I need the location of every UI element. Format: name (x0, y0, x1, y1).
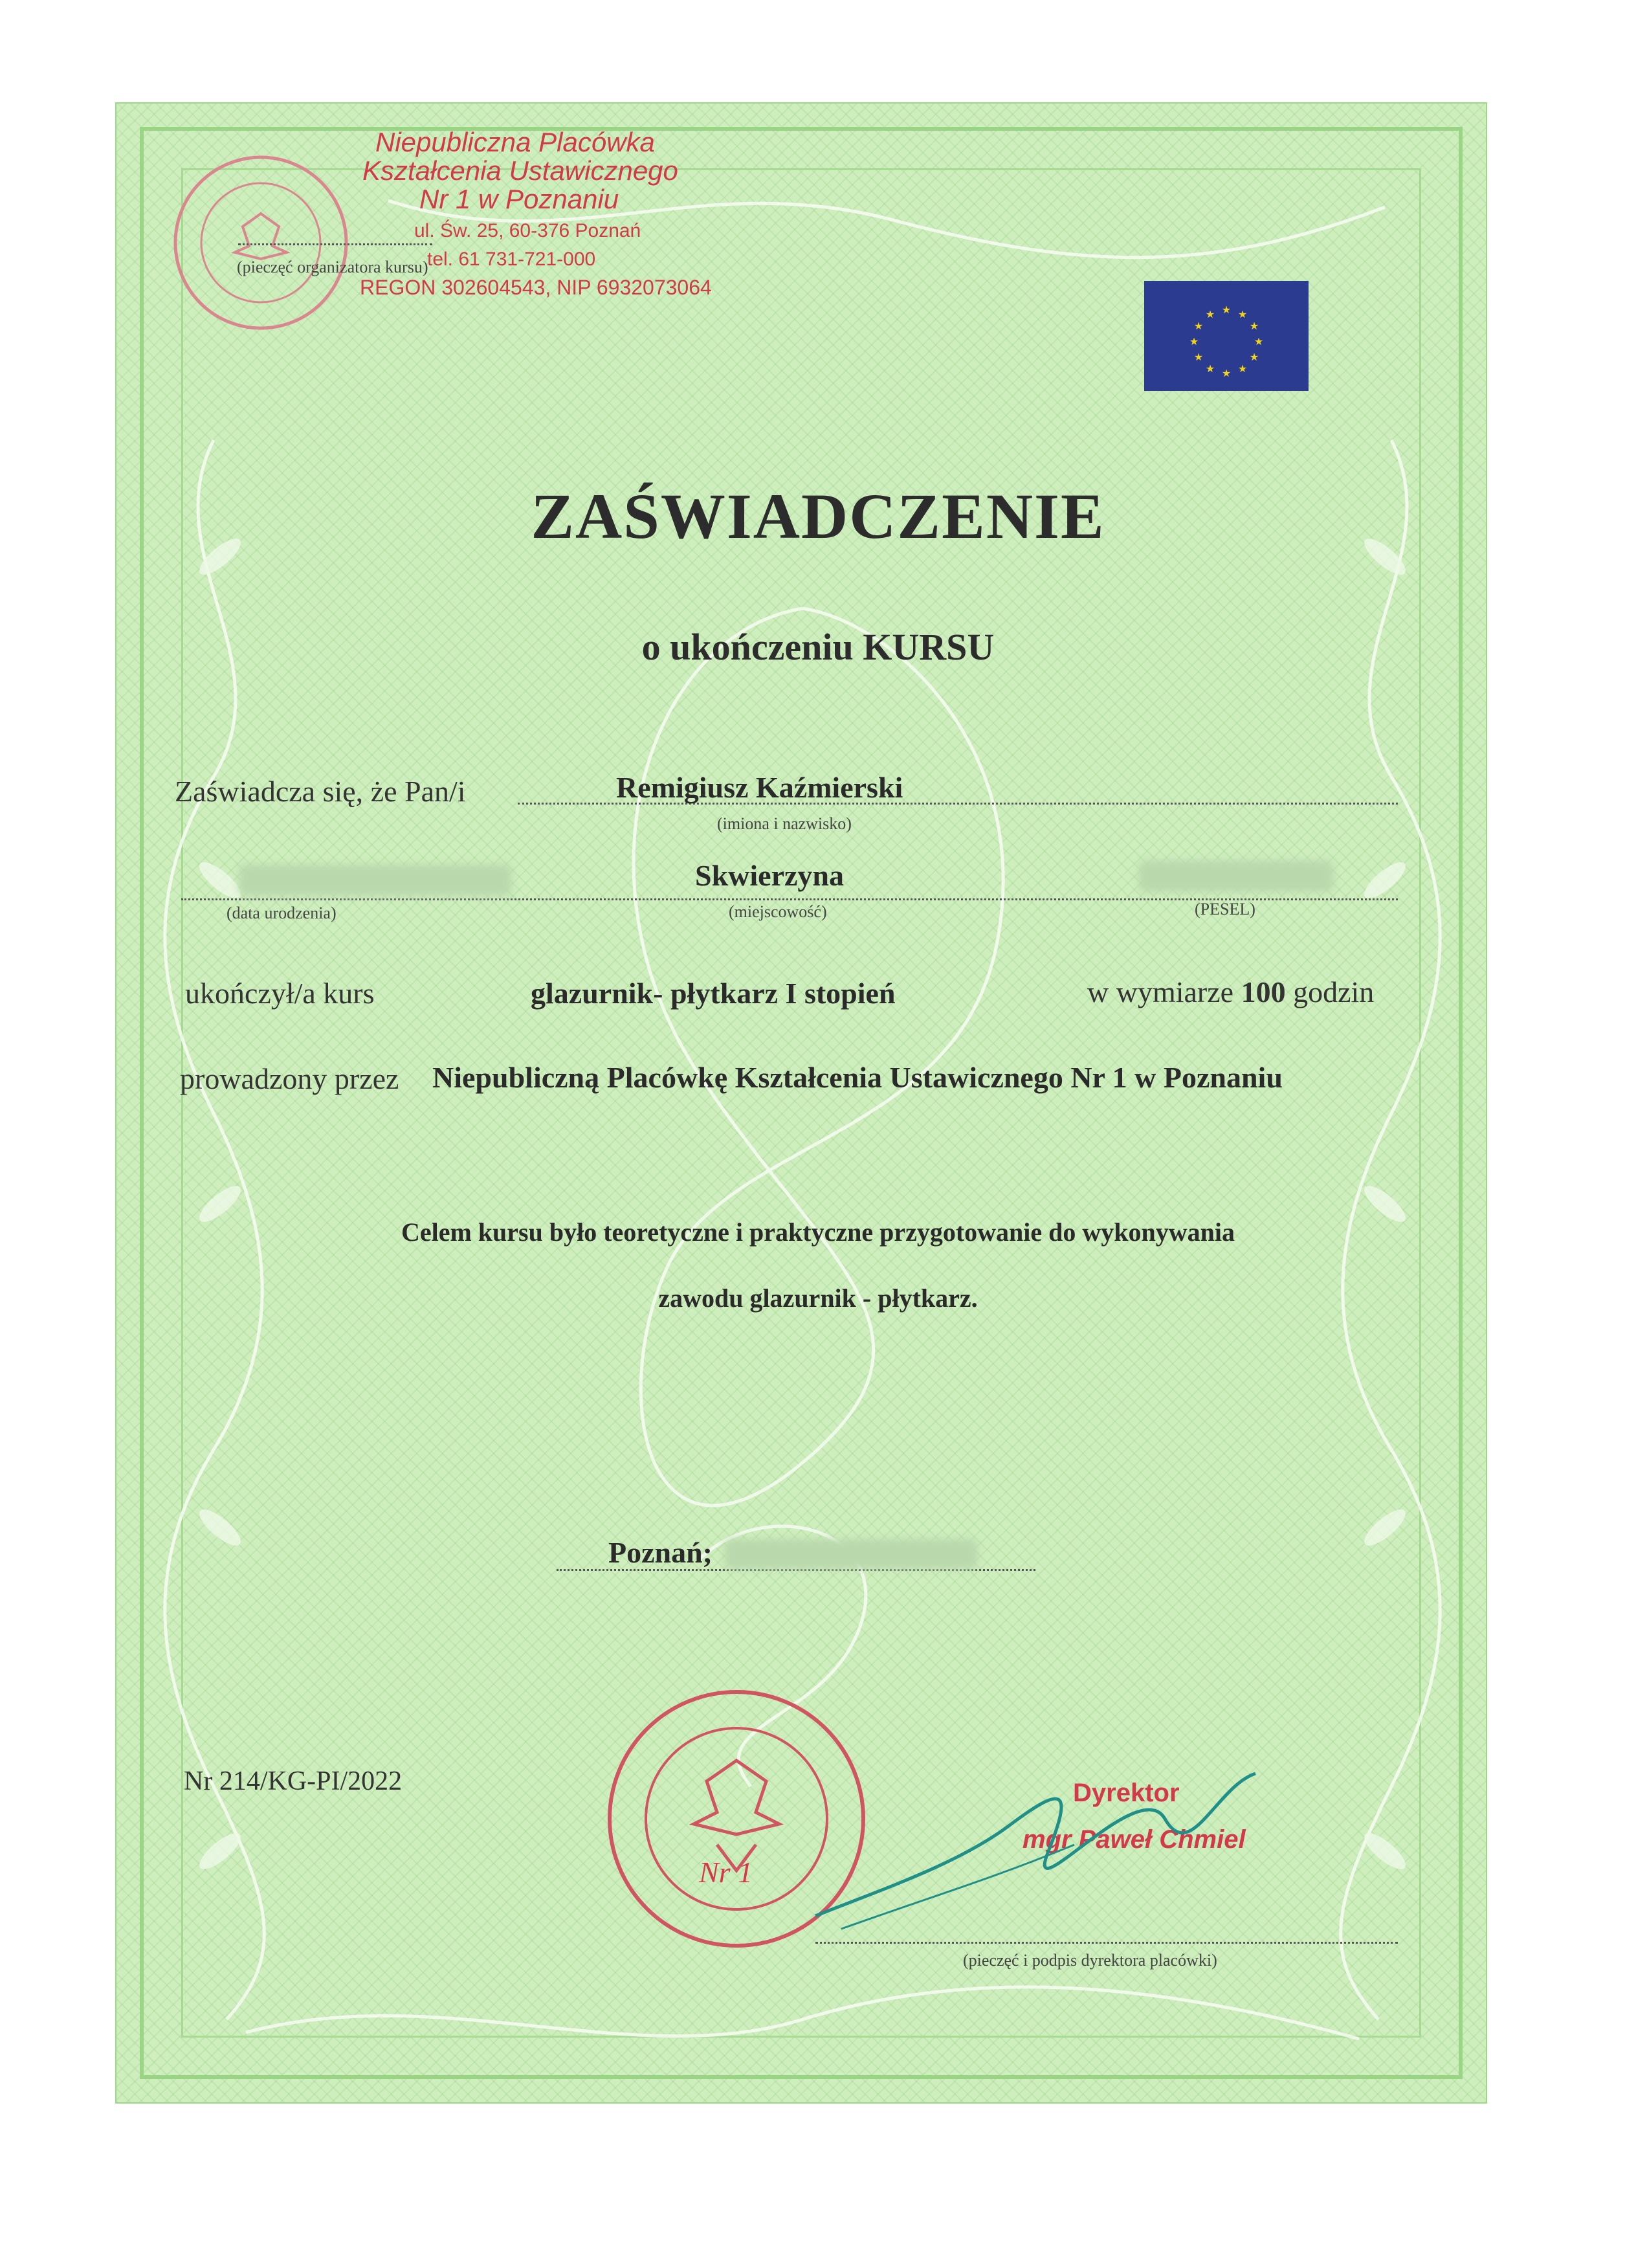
purpose-line2: zawodu glazurnik - płytkarz. (658, 1284, 978, 1313)
pesel-caption: (PESEL) (1195, 900, 1255, 918)
issue-city: Poznań; (608, 1536, 713, 1569)
organizer-caption: (pieczęć organizatora kursu) (237, 258, 428, 276)
purpose-line1: Celem kursu było teoretyczne i praktyczne przygotowanie do wykonywania (401, 1217, 1235, 1247)
course-scope (1087, 975, 1374, 1009)
svg-text:★: ★ (1205, 362, 1215, 375)
page-subtitle: o ukończeniu KURSU (641, 626, 995, 668)
provider-label: prowadzony przez (180, 1062, 399, 1095)
svg-text:★: ★ (1193, 351, 1204, 363)
stamp-regon: REGON 302604543, NIP 6932073064 (360, 276, 712, 299)
seal-center-text: Nr 1 (699, 1856, 753, 1889)
stamp-name-line3: Nr 1 w Poznaniu (419, 184, 619, 214)
pesel-redacted (1139, 861, 1333, 892)
svg-text:★: ★ (1193, 320, 1204, 332)
place-caption: (miejscowość) (729, 902, 827, 921)
eu-flag-icon (1144, 281, 1309, 391)
hours-unit: godzin (1293, 975, 1375, 1008)
svg-text:★: ★ (1237, 362, 1248, 375)
stamp-name-line2: Kształcenia Ustawicznego (362, 155, 678, 186)
svg-text:★: ★ (1205, 308, 1215, 320)
stamp-phone: tel. 61 731-721-000 (427, 249, 596, 270)
director-title: Dyrektor (1073, 1779, 1180, 1807)
provider-name: Niepubliczną Placówkę Kształcenia Ustawicznego Nr 1 w Poznaniu (432, 1061, 1283, 1094)
organizer-dotted-line (238, 243, 432, 245)
name-caption: (imiona i nazwisko) (717, 814, 852, 833)
stamp-name-line1: Niepubliczna Placówka (375, 127, 655, 157)
director-caption: (pieczęć i podpis dyrektora placówki) (963, 1951, 1217, 1970)
scope-prefix: w wymiarze (1087, 975, 1234, 1008)
stamp-address: ul. Św. 25, 60-376 Poznań (414, 220, 641, 241)
svg-text:★: ★ (1249, 320, 1259, 332)
svg-text:★: ★ (1254, 335, 1264, 348)
page-title: ZAŚWIADCZENIE (531, 480, 1105, 552)
director-name: mgr Paweł Chmiel (1022, 1825, 1246, 1854)
organizer-round-seal (167, 149, 355, 337)
person-name: Remigiusz Kaźmierski (616, 771, 903, 804)
svg-text:★: ★ (1189, 335, 1199, 348)
director-signature (802, 1748, 1268, 1942)
completed-label: ukończył/a kurs (185, 977, 375, 1010)
svg-text:★: ★ (1237, 308, 1248, 320)
svg-text:★: ★ (1221, 367, 1232, 379)
certifies-label: Zaświadcza się, że Pan/i (175, 775, 466, 808)
svg-text:★: ★ (1221, 304, 1232, 316)
certificate-number: Nr 214/KG-PI/2022 (184, 1766, 403, 1796)
course-name: glazurnik- płytkarz I stopień (531, 977, 896, 1010)
course-hours: 100 (1241, 975, 1286, 1008)
svg-text:★: ★ (1249, 351, 1259, 363)
birth-date-redacted (239, 865, 511, 896)
issue-date-redacted (725, 1539, 977, 1569)
signature-dotted-line (815, 1942, 1398, 1944)
birth-caption: (data urodzenia) (227, 904, 337, 922)
birth-place: Skwierzyna (695, 859, 844, 892)
